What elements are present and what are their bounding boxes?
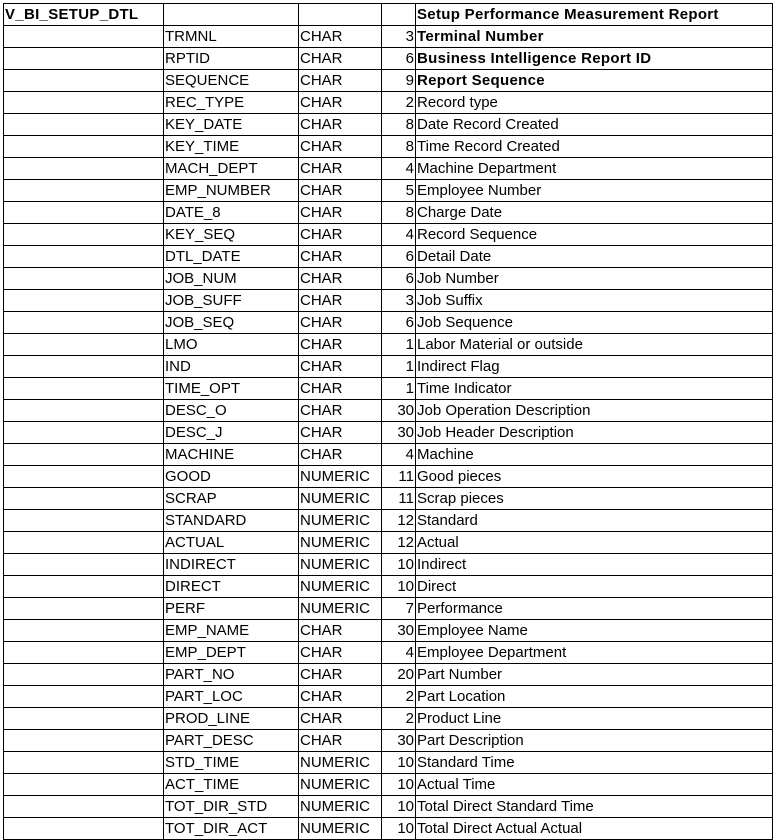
description-cell[interactable]: Report Sequence — [416, 70, 773, 92]
length-cell[interactable]: 4 — [382, 642, 416, 664]
header-row — [4, 4, 773, 26]
field-name-cell[interactable]: MACHINE — [164, 444, 299, 466]
description-cell[interactable]: Actual Time — [416, 774, 773, 796]
table-row — [4, 312, 773, 334]
description-cell[interactable]: Good pieces — [416, 466, 773, 488]
length-cell[interactable]: 1 — [382, 356, 416, 378]
description-cell[interactable]: Terminal Number — [416, 26, 773, 48]
empty-cell[interactable] — [4, 818, 164, 840]
length-cell[interactable]: 6 — [382, 246, 416, 268]
length-cell[interactable]: 1 — [382, 334, 416, 356]
table-row — [4, 444, 773, 466]
length-cell[interactable]: 2 — [382, 92, 416, 114]
field-name-cell[interactable]: TOT_DIR_ACT — [164, 818, 299, 840]
description-cell[interactable]: Direct — [416, 576, 773, 598]
table-row — [4, 620, 773, 642]
empty-cell[interactable] — [4, 158, 164, 180]
length-cell[interactable]: 10 — [382, 752, 416, 774]
field-name-cell[interactable]: TOT_DIR_STD — [164, 796, 299, 818]
field-name-cell[interactable]: PROD_LINE — [164, 708, 299, 730]
table-row — [4, 70, 773, 92]
length-cell[interactable]: 20 — [382, 664, 416, 686]
description-cell[interactable]: Detail Date — [416, 246, 773, 268]
description-cell[interactable]: Scrap pieces — [416, 488, 773, 510]
field-name-cell[interactable]: PERF — [164, 598, 299, 620]
field-name-cell[interactable]: KEY_TIME — [164, 136, 299, 158]
empty-cell[interactable] — [4, 48, 164, 70]
empty-cell[interactable] — [4, 554, 164, 576]
data-type-cell[interactable]: NUMERIC — [299, 774, 382, 796]
description-cell[interactable]: Record type — [416, 92, 773, 114]
field-name-cell[interactable]: RPTID — [164, 48, 299, 70]
length-cell[interactable]: 10 — [382, 554, 416, 576]
table-row — [4, 510, 773, 532]
data-type-cell[interactable]: CHAR — [299, 312, 382, 334]
description-cell[interactable]: Machine — [416, 444, 773, 466]
field-name-cell[interactable]: JOB_NUM — [164, 268, 299, 290]
empty-cell[interactable] — [4, 752, 164, 774]
table-row — [4, 466, 773, 488]
field-name-cell[interactable]: JOB_SUFF — [164, 290, 299, 312]
description-cell[interactable]: Performance — [416, 598, 773, 620]
data-type-cell[interactable]: CHAR — [299, 290, 382, 312]
table-row — [4, 92, 773, 114]
table-row — [4, 180, 773, 202]
description-cell[interactable]: Total Direct Standard Time — [416, 796, 773, 818]
data-type-cell[interactable]: NUMERIC — [299, 510, 382, 532]
empty-cell[interactable] — [382, 4, 416, 26]
empty-cell[interactable] — [4, 598, 164, 620]
description-cell[interactable]: Time Indicator — [416, 378, 773, 400]
table-row — [4, 422, 773, 444]
view-name-cell[interactable]: V_BI_SETUP_DTL — [4, 4, 164, 26]
length-cell[interactable]: 8 — [382, 202, 416, 224]
data-type-cell[interactable]: CHAR — [299, 444, 382, 466]
table-row — [4, 796, 773, 818]
empty-cell[interactable] — [4, 730, 164, 752]
field-name-cell[interactable]: SEQUENCE — [164, 70, 299, 92]
field-name-cell[interactable]: LMO — [164, 334, 299, 356]
empty-cell[interactable] — [4, 466, 164, 488]
field-name-cell[interactable]: EMP_NAME — [164, 620, 299, 642]
field-name-cell[interactable]: TRMNL — [164, 26, 299, 48]
data-type-cell[interactable]: CHAR — [299, 224, 382, 246]
data-type-cell[interactable]: CHAR — [299, 92, 382, 114]
empty-cell[interactable] — [4, 268, 164, 290]
empty-cell[interactable] — [4, 664, 164, 686]
length-cell[interactable]: 10 — [382, 774, 416, 796]
table-row — [4, 400, 773, 422]
empty-cell[interactable] — [4, 114, 164, 136]
empty-cell[interactable] — [4, 796, 164, 818]
empty-cell[interactable] — [4, 312, 164, 334]
table-row — [4, 642, 773, 664]
length-cell[interactable]: 7 — [382, 598, 416, 620]
empty-cell[interactable] — [4, 26, 164, 48]
data-type-cell[interactable]: CHAR — [299, 356, 382, 378]
description-cell[interactable]: Part Description — [416, 730, 773, 752]
data-type-cell[interactable]: CHAR — [299, 202, 382, 224]
empty-cell[interactable] — [4, 620, 164, 642]
table-row — [4, 48, 773, 70]
length-cell[interactable]: 6 — [382, 312, 416, 334]
field-name-cell[interactable]: SCRAP — [164, 488, 299, 510]
description-cell[interactable]: Job Header Description — [416, 422, 773, 444]
data-type-cell[interactable]: CHAR — [299, 114, 382, 136]
field-name-cell[interactable]: REC_TYPE — [164, 92, 299, 114]
field-name-cell[interactable]: INDIRECT — [164, 554, 299, 576]
empty-cell[interactable] — [4, 532, 164, 554]
length-cell[interactable]: 6 — [382, 268, 416, 290]
empty-cell[interactable] — [4, 136, 164, 158]
empty-cell[interactable] — [4, 378, 164, 400]
length-cell[interactable]: 8 — [382, 114, 416, 136]
field-name-cell[interactable]: DIRECT — [164, 576, 299, 598]
empty-cell[interactable] — [4, 510, 164, 532]
data-type-cell[interactable]: CHAR — [299, 620, 382, 642]
data-type-cell[interactable]: CHAR — [299, 730, 382, 752]
description-cell[interactable]: Machine Department — [416, 158, 773, 180]
description-cell[interactable]: Record Sequence — [416, 224, 773, 246]
field-name-cell[interactable]: TIME_OPT — [164, 378, 299, 400]
table-row — [4, 158, 773, 180]
data-type-cell[interactable]: CHAR — [299, 686, 382, 708]
table-row — [4, 224, 773, 246]
table-row — [4, 774, 773, 796]
table-row — [4, 268, 773, 290]
description-cell[interactable]: Job Number — [416, 268, 773, 290]
field-name-cell[interactable]: ACTUAL — [164, 532, 299, 554]
data-type-cell[interactable]: CHAR — [299, 26, 382, 48]
table-row — [4, 730, 773, 752]
empty-cell[interactable] — [4, 202, 164, 224]
description-cell[interactable]: Actual — [416, 532, 773, 554]
field-name-cell[interactable]: DTL_DATE — [164, 246, 299, 268]
length-cell[interactable]: 30 — [382, 422, 416, 444]
empty-cell[interactable] — [4, 686, 164, 708]
field-name-cell[interactable]: KEY_SEQ — [164, 224, 299, 246]
empty-cell[interactable] — [4, 290, 164, 312]
field-name-cell[interactable]: IND — [164, 356, 299, 378]
length-cell[interactable]: 30 — [382, 620, 416, 642]
field-definition-table — [3, 3, 773, 840]
data-type-cell[interactable]: NUMERIC — [299, 818, 382, 840]
length-cell[interactable]: 10 — [382, 818, 416, 840]
empty-cell[interactable] — [4, 642, 164, 664]
data-type-cell[interactable]: CHAR — [299, 664, 382, 686]
table-row — [4, 136, 773, 158]
description-cell[interactable]: Date Record Created — [416, 114, 773, 136]
empty-cell[interactable] — [4, 70, 164, 92]
field-name-cell[interactable]: PART_LOC — [164, 686, 299, 708]
field-name-cell[interactable]: STANDARD — [164, 510, 299, 532]
data-type-cell[interactable]: CHAR — [299, 246, 382, 268]
description-cell[interactable]: Indirect Flag — [416, 356, 773, 378]
length-cell[interactable]: 8 — [382, 136, 416, 158]
data-type-cell[interactable]: CHAR — [299, 180, 382, 202]
data-type-cell[interactable]: CHAR — [299, 708, 382, 730]
data-type-cell[interactable]: NUMERIC — [299, 532, 382, 554]
description-cell[interactable]: Employee Department — [416, 642, 773, 664]
length-cell[interactable]: 1 — [382, 378, 416, 400]
data-type-cell[interactable]: CHAR — [299, 422, 382, 444]
length-cell[interactable]: 12 — [382, 510, 416, 532]
table-row — [4, 818, 773, 840]
data-type-cell[interactable]: CHAR — [299, 400, 382, 422]
description-cell[interactable]: Product Line — [416, 708, 773, 730]
table-row — [4, 356, 773, 378]
table-row — [4, 554, 773, 576]
description-cell[interactable]: Part Location — [416, 686, 773, 708]
description-cell[interactable]: Job Operation Description — [416, 400, 773, 422]
empty-cell[interactable] — [4, 356, 164, 378]
empty-cell[interactable] — [4, 488, 164, 510]
data-type-cell[interactable]: CHAR — [299, 642, 382, 664]
table-row — [4, 576, 773, 598]
description-cell[interactable]: Employee Name — [416, 620, 773, 642]
data-type-cell[interactable]: CHAR — [299, 48, 382, 70]
table-row — [4, 378, 773, 400]
empty-cell[interactable] — [4, 774, 164, 796]
table-row — [4, 246, 773, 268]
empty-cell[interactable] — [4, 422, 164, 444]
field-name-cell[interactable]: DATE_8 — [164, 202, 299, 224]
field-name-cell[interactable]: STD_TIME — [164, 752, 299, 774]
data-type-cell[interactable]: NUMERIC — [299, 466, 382, 488]
empty-cell[interactable] — [299, 4, 382, 26]
field-name-cell[interactable]: PART_NO — [164, 664, 299, 686]
description-cell[interactable]: Charge Date — [416, 202, 773, 224]
length-cell[interactable]: 2 — [382, 686, 416, 708]
data-type-cell[interactable]: CHAR — [299, 268, 382, 290]
empty-cell[interactable] — [4, 180, 164, 202]
description-cell[interactable]: Time Record Created — [416, 136, 773, 158]
table-row — [4, 598, 773, 620]
data-type-cell[interactable]: CHAR — [299, 136, 382, 158]
field-name-cell[interactable]: PART_DESC — [164, 730, 299, 752]
empty-cell[interactable] — [4, 576, 164, 598]
description-cell[interactable]: Labor Material or outside — [416, 334, 773, 356]
description-cell[interactable]: Standard Time — [416, 752, 773, 774]
table-row — [4, 488, 773, 510]
field-name-cell[interactable]: EMP_DEPT — [164, 642, 299, 664]
table-body — [4, 4, 773, 840]
field-name-cell[interactable]: GOOD — [164, 466, 299, 488]
empty-cell[interactable] — [4, 444, 164, 466]
field-name-cell[interactable]: DESC_J — [164, 422, 299, 444]
table-row — [4, 664, 773, 686]
data-type-cell[interactable]: CHAR — [299, 378, 382, 400]
data-type-cell[interactable]: NUMERIC — [299, 488, 382, 510]
data-type-cell[interactable]: NUMERIC — [299, 576, 382, 598]
length-cell[interactable]: 4 — [382, 224, 416, 246]
length-cell[interactable]: 10 — [382, 796, 416, 818]
empty-cell[interactable] — [4, 92, 164, 114]
empty-cell[interactable] — [4, 708, 164, 730]
empty-cell[interactable] — [164, 4, 299, 26]
table-row — [4, 26, 773, 48]
length-cell[interactable]: 30 — [382, 400, 416, 422]
field-name-cell[interactable]: DESC_O — [164, 400, 299, 422]
empty-cell[interactable] — [4, 246, 164, 268]
description-cell[interactable]: Part Number — [416, 664, 773, 686]
length-cell[interactable]: 11 — [382, 488, 416, 510]
description-cell[interactable]: Job Suffix — [416, 290, 773, 312]
length-cell[interactable]: 3 — [382, 290, 416, 312]
description-cell[interactable]: Indirect — [416, 554, 773, 576]
table-row — [4, 202, 773, 224]
table-row — [4, 686, 773, 708]
description-cell[interactable]: Standard — [416, 510, 773, 532]
field-name-cell[interactable]: EMP_NUMBER — [164, 180, 299, 202]
description-cell[interactable]: Business Intelligence Report ID — [416, 48, 773, 70]
table-row — [4, 334, 773, 356]
empty-cell[interactable] — [4, 400, 164, 422]
length-cell[interactable]: 9 — [382, 70, 416, 92]
data-type-cell[interactable]: NUMERIC — [299, 598, 382, 620]
empty-cell[interactable] — [4, 334, 164, 356]
length-cell[interactable]: 6 — [382, 48, 416, 70]
table-row — [4, 752, 773, 774]
description-cell[interactable]: Job Sequence — [416, 312, 773, 334]
data-type-cell[interactable]: CHAR — [299, 70, 382, 92]
length-cell[interactable]: 11 — [382, 466, 416, 488]
empty-cell[interactable] — [4, 224, 164, 246]
field-name-cell[interactable]: MACH_DEPT — [164, 158, 299, 180]
length-cell[interactable]: 4 — [382, 444, 416, 466]
field-name-cell[interactable]: ACT_TIME — [164, 774, 299, 796]
length-cell[interactable]: 10 — [382, 576, 416, 598]
length-cell[interactable]: 3 — [382, 26, 416, 48]
data-type-cell[interactable]: NUMERIC — [299, 554, 382, 576]
length-cell[interactable]: 5 — [382, 180, 416, 202]
description-cell[interactable]: Employee Number — [416, 180, 773, 202]
data-type-cell[interactable]: NUMERIC — [299, 752, 382, 774]
length-cell[interactable]: 30 — [382, 730, 416, 752]
field-name-cell[interactable]: JOB_SEQ — [164, 312, 299, 334]
data-type-cell[interactable]: CHAR — [299, 334, 382, 356]
length-cell[interactable]: 12 — [382, 532, 416, 554]
data-type-cell[interactable]: NUMERIC — [299, 796, 382, 818]
table-row — [4, 290, 773, 312]
description-cell[interactable]: Total Direct Actual Actual — [416, 818, 773, 840]
table-row — [4, 114, 773, 136]
report-title-cell[interactable]: Setup Performance Measurement Report — [416, 4, 773, 26]
table-row — [4, 532, 773, 554]
field-name-cell[interactable]: KEY_DATE — [164, 114, 299, 136]
table-row — [4, 708, 773, 730]
length-cell[interactable]: 2 — [382, 708, 416, 730]
length-cell[interactable]: 4 — [382, 158, 416, 180]
data-type-cell[interactable]: CHAR — [299, 158, 382, 180]
